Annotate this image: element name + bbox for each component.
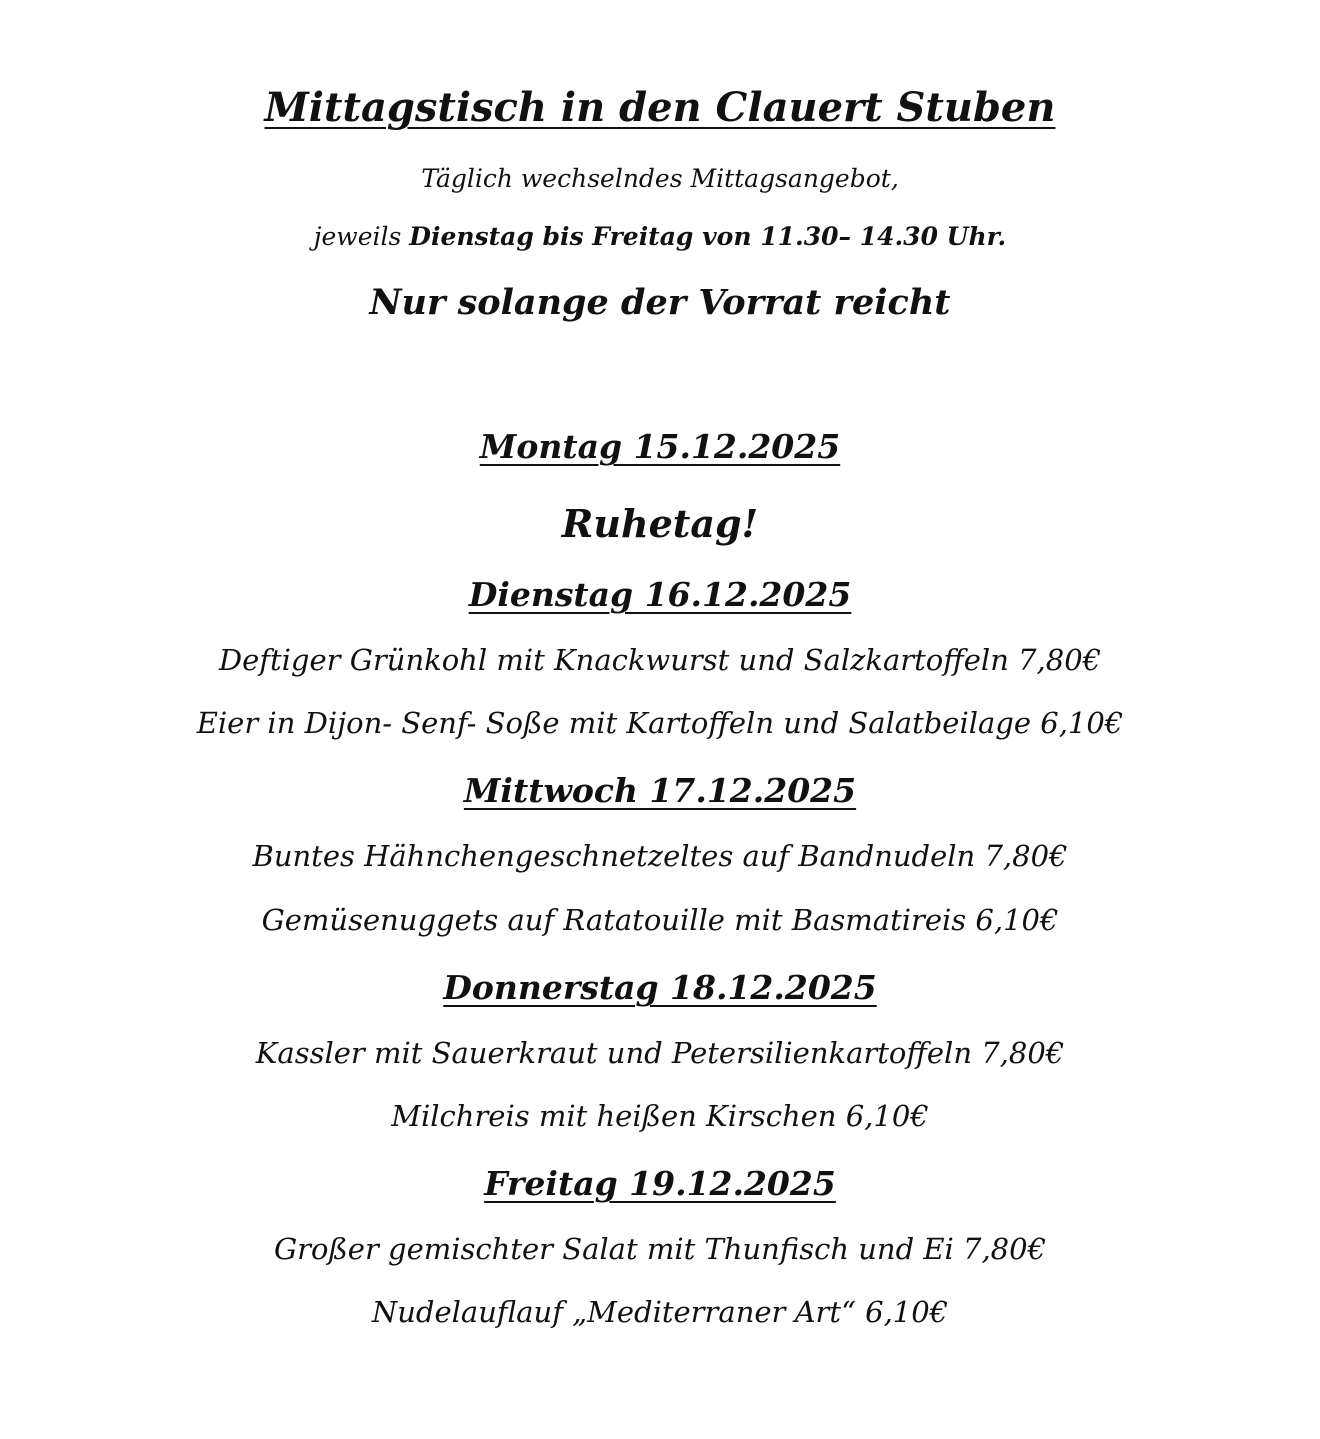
dish-item: Buntes Hähnchengeschnetzeltes auf Bandnudeln 7,80€ [252,839,1068,873]
day-heading-freitag: Freitag 19.12.2025 [484,1164,836,1203]
availability-notice: Nur solange der Vorrat reicht [369,282,951,323]
day-heading-mittwoch: Mittwoch 17.12.2025 [463,771,857,810]
subtitle-daily-offer: Täglich wechselndes Mittagsangebot, [421,164,899,193]
day-heading-dienstag: Dienstag 16.12.2025 [468,575,852,614]
day-heading-montag: Montag 15.12.2025 [479,427,841,466]
dish-item: Deftiger Grünkohl mit Knackwurst und Salzkartoffeln 7,80€ [218,643,1102,677]
subtitle-opening-hours [0,224,1320,249]
day-heading-donnerstag: Donnerstag 18.12.2025 [443,968,877,1007]
dish-item: Nudelauflauf „Mediterraner Art“ 6,10€ [371,1295,949,1329]
dish-item: Eier in Dijon- Senf- Soße mit Kartoffeln und Salatbeilage 6,10€ [196,706,1124,740]
dish-item: Milchreis mit heißen Kirschen 6,10€ [391,1099,929,1133]
dish-item: Gemüsenuggets auf Ratatouille mit Basmatireis 6,10€ [261,903,1059,937]
dish-item: Großer gemischter Salat mit Thunfisch und Ei 7,80€ [273,1232,1047,1266]
opening-hours-times: Dienstag bis Freitag von 11.30– 14.30 Uhr. [409,222,1007,251]
page-title: Mittagstisch in den Clauert Stuben [264,84,1056,131]
opening-hours-prefix: jeweils [313,222,410,251]
dish-item: Kassler mit Sauerkraut und Petersilienkartoffeln 7,80€ [255,1036,1065,1070]
rest-day-note: Ruhetag! [561,501,759,546]
